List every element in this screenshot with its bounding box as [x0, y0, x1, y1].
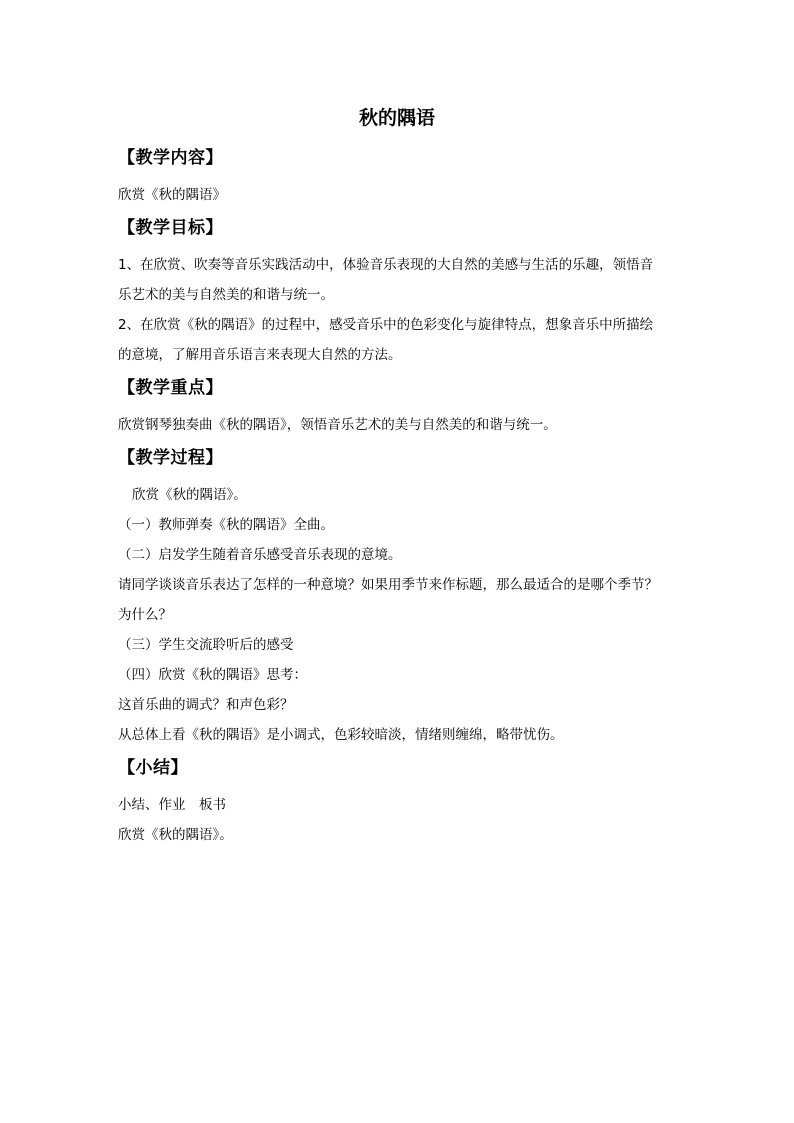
section-summary	[118, 753, 688, 850]
paragraph-line: 2、在欣赏《秋的隅语》的过程中，感受音乐中的色彩变化与旋律特点，想象音乐中所描绘	[118, 317, 654, 333]
paragraph-line: 小结、作业 板书	[118, 797, 226, 813]
section-teaching-focus	[118, 373, 688, 440]
paragraph-line: （四）欣赏《秋的隅语》思考：	[118, 667, 307, 683]
paragraph-line: 乐艺术的美与自然美的和谐与统一。	[118, 287, 334, 303]
paragraph-line: 欣赏《秋的隅语》	[118, 187, 226, 203]
paragraph-line: 这首乐曲的调式？和声色彩？	[118, 697, 294, 713]
paragraph-line: 从总体上看《秋的隅语》是小调式，色彩较暗淡，情绪则缠绵，略带忧伤。	[118, 727, 564, 743]
paragraph-line: 的意境，了解用音乐语言来表现大自然的方法。	[118, 347, 402, 363]
section-teaching-content	[118, 143, 688, 210]
section-heading: 【教学内容】	[118, 148, 223, 168]
section-heading: 【教学目标】	[118, 218, 223, 238]
paragraph-line: 1、在欣赏、吹奏等音乐实践活动中，体验音乐表现的大自然的美感与生活的乐趣，领悟音	[118, 257, 654, 273]
paragraph-line: （三）学生交流聆听后的感受	[118, 637, 294, 653]
paragraph-line: 欣赏钢琴独奏曲《秋的隅语》，领悟音乐艺术的美与自然美的和谐与统一。	[118, 417, 557, 433]
paragraph-line: （二）启发学生随着音乐感受音乐表现的意境。	[118, 547, 402, 563]
paragraph-line: 欣赏《秋的隅语》。	[118, 827, 233, 843]
paragraph-line: 请同学谈谈音乐表达了怎样的一种意境？如果用季节来作标题，那么最适合的是哪个季节？	[118, 577, 658, 593]
section-teaching-process	[118, 443, 688, 750]
section-heading: 【教学过程】	[118, 448, 223, 468]
document-title: 秋的隅语	[358, 107, 435, 129]
paragraph-line: 为什么？	[118, 607, 172, 623]
paragraph-line: 欣赏《秋的隅语》。	[132, 487, 247, 503]
section-teaching-goals	[118, 213, 688, 370]
section-heading: 【小结】	[118, 758, 188, 778]
paragraph-line: （一）教师弹奏《秋的隅语》全曲。	[118, 517, 334, 533]
document-body	[118, 143, 688, 850]
section-heading: 【教学重点】	[118, 378, 223, 398]
